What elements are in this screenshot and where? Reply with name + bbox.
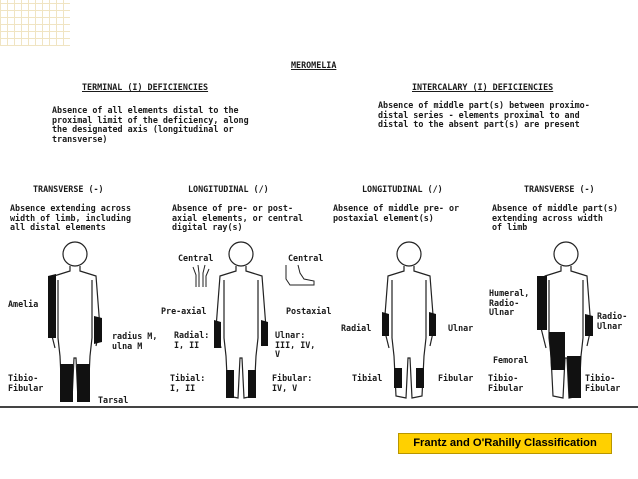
label-radial-1: Radial: I, II bbox=[174, 330, 210, 350]
label-tibio-fibular: Tibio- Fibular bbox=[8, 373, 44, 393]
col4-description: Absence of middle part(s) extending across width of limb bbox=[492, 203, 619, 233]
label-central-left: Central bbox=[178, 253, 214, 263]
label-central-right: Central bbox=[288, 253, 324, 263]
label-radial-2: Radial bbox=[341, 323, 372, 333]
foot-icon bbox=[280, 263, 316, 289]
body-outline-2 bbox=[196, 236, 286, 406]
label-tibio-fibular-left: Tibio- Fibular bbox=[488, 373, 524, 393]
label-radio-ulnar: Radio- Ulnar bbox=[597, 311, 628, 331]
col2-description: Absence of pre- or post- axial elements, or central digital ray(s) bbox=[172, 203, 304, 233]
caption-box: Frantz and O'Rahilly Classification bbox=[398, 433, 612, 454]
label-amelia: Amelia bbox=[8, 299, 39, 309]
label-tarsal: Tarsal bbox=[98, 395, 129, 405]
hand-icon bbox=[190, 263, 212, 289]
foot-drawing bbox=[280, 263, 316, 289]
figure-transverse-intercalary bbox=[521, 236, 611, 406]
label-ulnar-1: Ulnar: III, IV, V bbox=[275, 330, 316, 360]
hand-drawing bbox=[190, 263, 212, 289]
intercalary-description: Absence of middle part(s) between proximo- distal series - elements proximal to and distal to the absent part(s) are present bbox=[378, 100, 590, 130]
body-outline-4 bbox=[521, 236, 611, 406]
col1-heading: TRANSVERSE (-) bbox=[33, 184, 104, 194]
label-radius-ulna: radius M, ulna M bbox=[112, 331, 158, 351]
diagram-title: MEROMELIA bbox=[291, 60, 337, 70]
body-outline-1 bbox=[30, 238, 120, 408]
col3-description: Absence of middle pre- or postaxial element(s) bbox=[333, 203, 460, 223]
col2-heading: LONGITUDINAL (/) bbox=[188, 184, 269, 194]
intercalary-heading: INTERCALARY (I) DEFICIENCIES bbox=[412, 82, 554, 92]
label-pre-axial: Pre-axial bbox=[161, 306, 207, 316]
label-ulnar-2: Ulnar bbox=[448, 323, 474, 333]
label-postaxial: Postaxial bbox=[286, 306, 332, 316]
figure-longitudinal-terminal bbox=[196, 236, 286, 406]
decorative-grid bbox=[0, 0, 70, 46]
label-tibio-fibular-right: Tibio- Fibular bbox=[585, 373, 621, 393]
label-tibial-1: Tibial: I, II bbox=[170, 373, 206, 393]
label-fibular-1: Fibular: IV, V bbox=[272, 373, 313, 393]
col3-heading: LONGITUDINAL (/) bbox=[362, 184, 443, 194]
figure-transverse-terminal bbox=[30, 238, 120, 408]
terminal-description: Absence of all elements distal to the proximal limit of the deficiency, along the designated axis (longitudinal or transverse) bbox=[52, 105, 249, 144]
label-humeral: Humeral, Radio- Ulnar bbox=[489, 288, 530, 318]
body-outline-3 bbox=[364, 236, 454, 406]
baseline-rule bbox=[0, 406, 638, 408]
label-tibial-2: Tibial bbox=[352, 373, 383, 383]
terminal-heading: TERMINAL (I) DEFICIENCIES bbox=[82, 82, 209, 92]
figure-longitudinal-intercalary bbox=[364, 236, 454, 406]
label-fibular-2: Fibular bbox=[438, 373, 474, 383]
col1-description: Absence extending across width of limb, including all distal elements bbox=[10, 203, 132, 233]
label-femoral: Femoral bbox=[493, 355, 529, 365]
col4-heading: TRANSVERSE (-) bbox=[524, 184, 595, 194]
